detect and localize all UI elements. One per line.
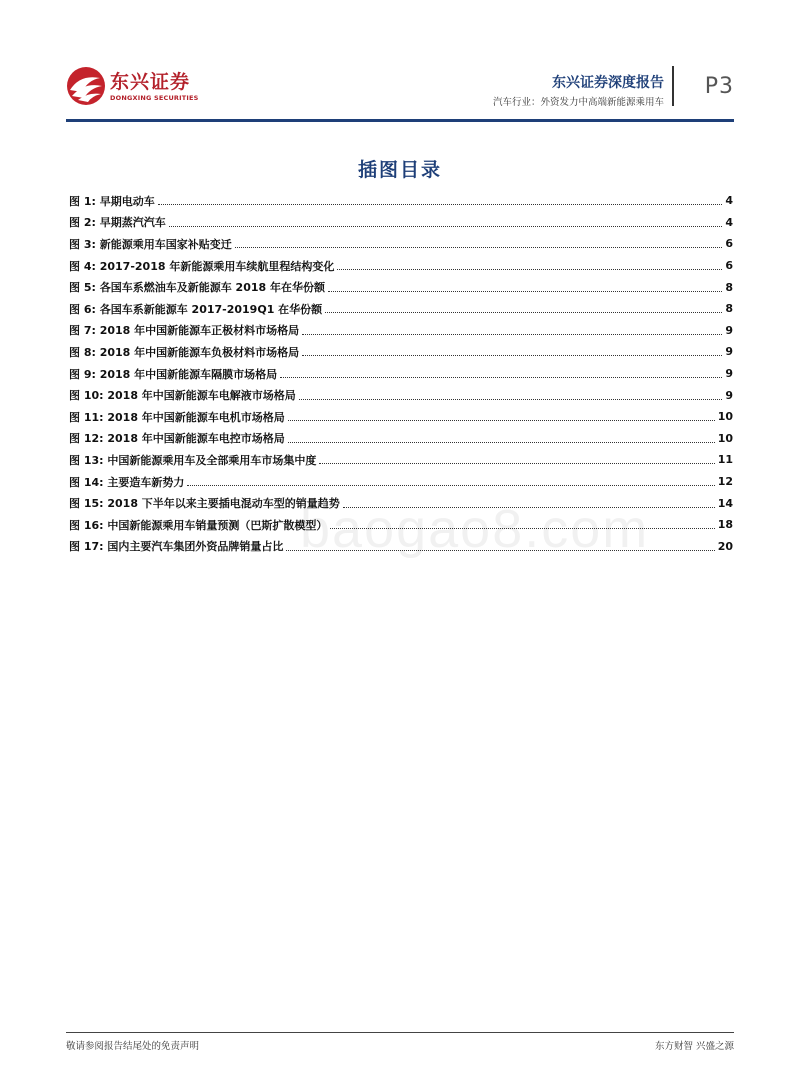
toc-entry-page: 9 — [725, 345, 733, 359]
logo-chinese-name: 东兴证券 — [110, 70, 191, 93]
toc-entry[interactable] — [69, 276, 733, 298]
footer-rule — [66, 1032, 734, 1033]
toc-entry-page: 6 — [725, 259, 733, 273]
toc-entry-page: 20 — [717, 539, 733, 553]
toc-entry-page: 8 — [725, 302, 733, 316]
toc-entry-label: 图 6: 各国车系新能源车 2017-2019Q1 在华份额 — [69, 302, 323, 316]
report-subtitle: 汽车行业：外资发力中高端新能源乘用车 — [492, 97, 664, 108]
toc-leader-dots — [280, 377, 722, 378]
toc-entry-page: 6 — [725, 237, 733, 251]
watermark: baogao8.com — [300, 499, 650, 559]
toc-leader-dots — [288, 442, 715, 443]
company-logo — [66, 66, 199, 106]
toc-entry-label: 图 2: 早期蒸汽汽车 — [69, 216, 166, 230]
toc-entry-label: 图 4: 2017-2018 年新能源乘用车续航里程结构变化 — [69, 259, 335, 273]
toc-entry[interactable] — [69, 384, 733, 406]
toc-entry-label: 图 13: 中国新能源乘用车及全部乘用车市场集中度 — [69, 453, 317, 467]
toc-leader-dots — [328, 291, 722, 292]
toc-leader-dots — [302, 355, 722, 356]
toc-entry[interactable] — [69, 406, 733, 428]
toc-entry-label: 图 17: 国内主要汽车集团外资品牌销量占比 — [69, 540, 284, 554]
toc-entry[interactable] — [69, 471, 733, 493]
toc-entry-label: 图 8: 2018 年中国新能源车负极材料市场格局 — [69, 345, 300, 359]
toc-entry-page: 4 — [725, 215, 733, 229]
toc-entry-label: 图 12: 2018 年中国新能源车电控市场格局 — [69, 432, 285, 446]
footer-disclaimer: 敬请参阅报告结尾处的免责声明 — [66, 1041, 200, 1052]
dongxing-logo-icon — [66, 66, 106, 106]
toc-entry-label: 图 9: 2018 年中国新能源车隔膜市场格局 — [69, 367, 278, 381]
toc-entry[interactable] — [69, 363, 733, 385]
toc-leader-dots — [319, 463, 714, 464]
toc-entry-label: 图 16: 中国新能源乘用车销量预测（巴斯扩散模型） — [69, 518, 328, 532]
toc-entry-page: 14 — [717, 496, 733, 510]
toc-entry-label: 图 5: 各国车系燃油车及新能源车 2018 年在华份额 — [69, 281, 325, 295]
toc-entry-page: 10 — [717, 410, 733, 424]
toc-entry-label: 图 15: 2018 下半年以来主要插电混动车型的销量趋势 — [69, 497, 340, 511]
toc-leader-dots — [299, 399, 723, 400]
toc-entry-page: 8 — [725, 280, 733, 294]
header-divider — [672, 66, 674, 106]
toc-entry-label: 图 10: 2018 年中国新能源车电解液市场格局 — [69, 389, 296, 403]
toc-entry[interactable] — [69, 190, 733, 212]
logo-english-name: DONGXING SECURITIES — [110, 93, 199, 102]
toc-entry[interactable] — [69, 428, 733, 450]
toc-entry-page: 9 — [725, 367, 733, 381]
toc-entry-page: 9 — [725, 388, 733, 402]
header-rule — [66, 119, 734, 122]
toc-entry[interactable] — [69, 341, 733, 363]
toc-entry[interactable] — [69, 298, 733, 320]
toc-entry-label: 图 3: 新能源乘用车国家补贴变迁 — [69, 237, 232, 251]
page-header — [66, 62, 734, 120]
toc-entry-label: 图 1: 早期电动车 — [69, 194, 155, 208]
footer-slogan: 东方财智 兴盛之源 — [654, 1041, 734, 1052]
toc-entry-page: 4 — [725, 194, 733, 208]
toc-entry[interactable] — [69, 449, 733, 471]
toc-leader-dots — [169, 226, 723, 227]
toc-leader-dots — [302, 334, 722, 335]
toc-entry-label: 图 7: 2018 年中国新能源车正极材料市场格局 — [69, 324, 300, 338]
page-number: P3 — [704, 74, 734, 99]
toc-entry[interactable] — [69, 320, 733, 342]
toc-leader-dots — [235, 247, 723, 248]
toc-entry-label: 图 14: 主要造车新势力 — [69, 475, 185, 489]
toc-leader-dots — [337, 269, 722, 270]
toc-leader-dots — [187, 485, 714, 486]
toc-entry-label: 图 11: 2018 年中国新能源车电机市场格局 — [69, 410, 285, 424]
toc-title: 插图目录 — [357, 159, 442, 181]
toc-entry-page: 12 — [717, 475, 733, 489]
toc-entry-page: 18 — [717, 518, 733, 532]
report-title: 东兴证券深度报告 — [552, 75, 664, 91]
toc-entry[interactable] — [69, 233, 733, 255]
toc-leader-dots — [288, 420, 715, 421]
toc-leader-dots — [158, 204, 723, 205]
toc-entry-page: 11 — [717, 453, 733, 467]
toc-entry-page: 10 — [717, 431, 733, 445]
toc-entry-page: 9 — [725, 323, 733, 337]
toc-entry[interactable] — [69, 255, 733, 277]
toc-leader-dots — [325, 312, 722, 313]
toc-entry[interactable] — [69, 212, 733, 234]
